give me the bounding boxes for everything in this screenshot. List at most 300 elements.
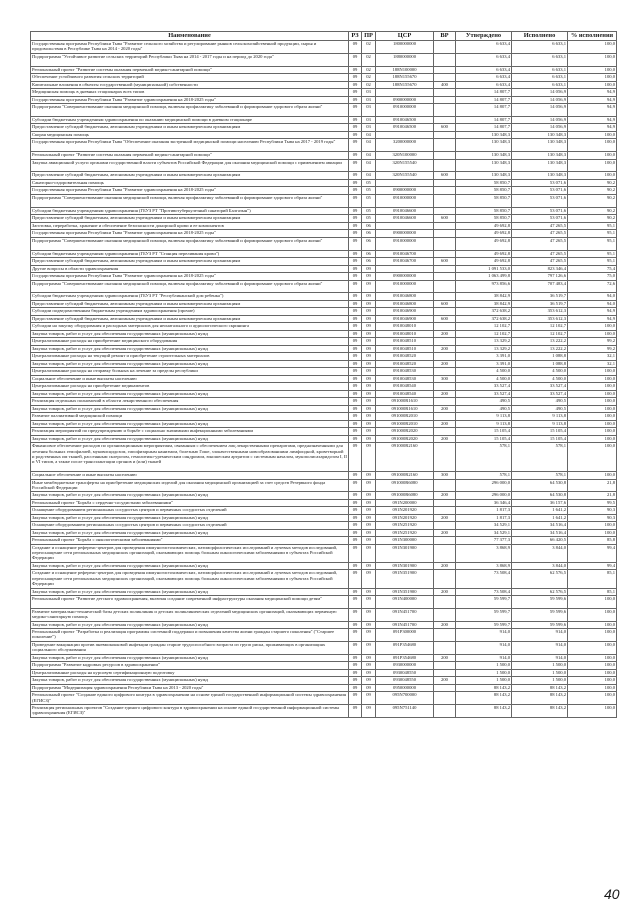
- row-name: Социальное обеспечение и иные выплаты населению: [31, 472, 349, 480]
- row-executed: 62 576,5: [512, 570, 568, 588]
- row-vr: [434, 187, 456, 195]
- table-row: [31, 570, 617, 588]
- row-percent: 94,0: [568, 293, 617, 301]
- row-rz: 09: [349, 428, 362, 436]
- row-executed: 353 612,3: [512, 315, 568, 323]
- row-approved: 49 692,8: [456, 222, 512, 230]
- row-csr: 188N100000: [376, 66, 434, 74]
- row-executed: 130 348,3: [512, 159, 568, 172]
- row-name: Капитальные вложения в объекты государственной (муниципальной) собственности: [31, 81, 349, 89]
- row-vr: [434, 207, 456, 215]
- row-pr: 05: [362, 179, 376, 187]
- table-row: [31, 405, 617, 413]
- row-csr: [376, 222, 434, 230]
- row-csr: 091000R2010: [376, 420, 434, 428]
- table-row: [31, 662, 617, 670]
- row-pr: 09: [362, 300, 376, 308]
- row-executed: 707 483,4: [512, 280, 568, 293]
- row-percent: 100,0: [568, 330, 617, 338]
- row-csr: 091P354680: [376, 654, 434, 662]
- row-percent: 100,0: [568, 74, 617, 82]
- row-vr: 200: [434, 529, 456, 537]
- row-pr: 09: [362, 499, 376, 507]
- row-rz: 09: [349, 570, 362, 588]
- row-approved: 130 348,3: [456, 131, 512, 139]
- row-percent: 100,0: [568, 131, 617, 139]
- table-row: [31, 159, 617, 172]
- row-approved: 12 102,7: [456, 330, 512, 338]
- row-name: Региональный проект "Разработка и реализация программы системной поддержки и повышения качества жизни граждан старшего поколения" ("Старшее поколение"): [31, 629, 349, 642]
- row-executed: 3 844,0: [512, 544, 568, 562]
- table-row: [31, 273, 617, 281]
- row-name: Закупка товаров, работ и услуг для обеспечения государственных (муниципальных) нужд: [31, 405, 349, 413]
- row-name: Создание и оснащение референс-центров для проведения иммуногистохимических, патоморфологических исследований и лучевых методов исследований, переоснащение сети региональных медицинских организаций, оказывающих помощь больным онкологическими заболеваниями в субъектах Российской Федерации: [31, 570, 349, 588]
- row-pr: 09: [362, 588, 376, 596]
- row-executed: 15 105,4: [512, 435, 568, 443]
- row-vr: 200: [434, 330, 456, 338]
- row-csr: 091N200000: [376, 499, 434, 507]
- row-vr: [434, 66, 456, 74]
- row-pr: 09: [362, 428, 376, 436]
- row-executed: 6 633,1: [512, 81, 568, 89]
- row-executed: 1 500,0: [512, 669, 568, 677]
- row-approved: 34 529,1: [456, 522, 512, 530]
- row-csr: 0910046700: [376, 250, 434, 258]
- row-executed: 88 143,2: [512, 684, 568, 692]
- row-rz: 09: [349, 641, 362, 654]
- row-csr: 0910048520: [376, 360, 434, 368]
- row-pr: 06: [362, 237, 376, 250]
- row-approved: 14 807,7: [456, 104, 512, 117]
- row-name: Централизованные расходы на курсовую сертификационную подготовку: [31, 669, 349, 677]
- row-csr: [376, 89, 434, 97]
- row-name: Закупка товаров, работ и услуг для обеспечения государственных (муниципальных) нужд: [31, 588, 349, 596]
- row-csr: 320N100000: [376, 152, 434, 160]
- table-row: [31, 280, 617, 293]
- row-executed: 823 346,4: [512, 265, 568, 273]
- row-name: Субсидии на закупку оборудования и расходных материалов для неонатального и аудиологического скрининга: [31, 323, 349, 331]
- row-rz: 09: [349, 629, 362, 642]
- row-percent: 21,8: [568, 479, 617, 492]
- row-pr: 09: [362, 330, 376, 338]
- row-csr: 0900000000: [376, 96, 434, 104]
- row-executed: 53 071,6: [512, 179, 568, 187]
- row-vr: [434, 428, 456, 436]
- row-name: Скорая медицинская помощь: [31, 131, 349, 139]
- row-pr: 04: [362, 152, 376, 160]
- row-pr: 04: [362, 172, 376, 180]
- row-csr: [376, 265, 434, 273]
- row-pr: 09: [362, 280, 376, 293]
- row-percent: 100,0: [568, 413, 617, 421]
- row-executed: 62 576,5: [512, 588, 568, 596]
- row-vr: [434, 131, 456, 139]
- row-csr: 091N301900: [376, 562, 434, 570]
- row-percent: 99,5: [568, 499, 617, 507]
- row-pr: 09: [362, 570, 376, 588]
- row-percent: 100,0: [568, 172, 617, 180]
- row-pr: 03: [362, 96, 376, 104]
- row-approved: 1 500,0: [456, 677, 512, 685]
- row-executed: 1 500,0: [512, 662, 568, 670]
- row-percent: 90,2: [568, 179, 617, 187]
- row-percent: 100,0: [568, 705, 617, 718]
- row-csr: 091000R2020: [376, 435, 434, 443]
- row-csr: 0910046900: [376, 315, 434, 323]
- row-vr: [434, 159, 456, 172]
- row-executed: 88 143,2: [512, 692, 568, 705]
- row-rz: 09: [349, 562, 362, 570]
- table-row: [31, 507, 617, 515]
- row-csr: 095N751140: [376, 705, 434, 718]
- row-rz: 09: [349, 368, 362, 376]
- row-approved: 59 599,7: [456, 596, 512, 609]
- row-csr: 0910000000: [376, 104, 434, 117]
- row-csr: 091000R1610: [376, 398, 434, 406]
- row-csr: 0910046900: [376, 308, 434, 316]
- row-vr: 600: [434, 315, 456, 323]
- table-row: [31, 621, 617, 629]
- row-percent: 95,1: [568, 237, 617, 250]
- table-row: [31, 705, 617, 718]
- row-name: Финансовое обеспечение расходов по организационным мероприятиям, связанным с обеспечением лиц лекарственными препаратами, предназначенными для лечения больных гемофилией, муковисцидозом, гипофизарным нанизмом, болезнью Гоше, злокачественными новообразованиями лимфоидной, кроветворной и родственных им тканей, рассеянным склерозом, гемолитико-уремическим синдромом, юношеским артритом с системным началом, мукополисахаридозом I, II и VI типов, а также после трансплантации органов и (или) тканей: [31, 443, 349, 472]
- row-name: Подпрограмма "Совершенствование оказания медицинской помощи, включая профилактику заболеваний и формирование здорового образа жизни": [31, 237, 349, 250]
- row-pr: 09: [362, 662, 376, 670]
- row-rz: 09: [349, 375, 362, 383]
- table-row: [31, 230, 617, 238]
- row-percent: 90,2: [568, 194, 617, 207]
- row-vr: 600: [434, 124, 456, 132]
- row-vr: 400: [434, 81, 456, 89]
- table-row: [31, 300, 617, 308]
- row-executed: 14 056,9: [512, 124, 568, 132]
- row-vr: [434, 629, 456, 642]
- row-pr: 06: [362, 230, 376, 238]
- row-approved: 14 807,7: [456, 96, 512, 104]
- row-name: Закупка товаров, работ и услуг для обеспечения государственных (муниципальных) нужд: [31, 492, 349, 500]
- row-name: Государственная программа Республики Тыва "Развитие здравоохранения на 2018-2025 годы": [31, 187, 349, 195]
- table-row: [31, 588, 617, 596]
- row-approved: 9 113,8: [456, 420, 512, 428]
- table-row: [31, 41, 617, 54]
- row-name: Развитие материально-технической базы детских поликлиник и детских поликлинических отделений медицинских организаций, оказывающих первичную медико-санитарную помощь: [31, 608, 349, 621]
- budget-execution-table: [30, 31, 617, 718]
- row-approved: 6 633,4: [456, 41, 512, 54]
- row-name: Закупка товаров, работ и услуг для обеспечения государственных (муниципальных) нужд: [31, 360, 349, 368]
- row-name: Региональный проект "Создание единого цифрового контура в здравоохранении на основе единой государственной информационной системы здравоохранения (ЕГИСЗ)": [31, 692, 349, 705]
- row-csr: 0910046500: [376, 124, 434, 132]
- row-name: Закупка товаров, работ и услуг для обеспечения государственных (муниципальных) нужд: [31, 562, 349, 570]
- row-rz: 09: [349, 360, 362, 368]
- row-executed: 914,0: [512, 641, 568, 654]
- row-name: Закупка товаров, работ и услуг для обеспечения государственных (муниципальных) нужд: [31, 435, 349, 443]
- row-rz: 09: [349, 413, 362, 421]
- row-name: Заготовка, переработка, хранение и обеспечение безопасности донорской крови и ее компонентов: [31, 222, 349, 230]
- row-csr: 091N251920: [376, 522, 434, 530]
- row-name: Подпрограмма "Развитие кадровых ресурсов в здравоохранении": [31, 662, 349, 670]
- row-name: Проведение вакцинации против пневмококковой инфекции граждан старше трудоспособного возраста из групп риска, проживающих в организациях социального обслуживания: [31, 641, 349, 654]
- row-rz: 09: [349, 692, 362, 705]
- row-name: Субсидии бюджетным учреждениям здравоохранения (ГБУЗ РТ "Противотуберкулезный санаторий Балгазын"): [31, 207, 349, 215]
- row-vr: [434, 273, 456, 281]
- row-rz: 09: [349, 194, 362, 207]
- table-row: [31, 514, 617, 522]
- row-vr: [434, 265, 456, 273]
- row-rz: 09: [349, 472, 362, 480]
- table-row: [31, 360, 617, 368]
- row-csr: 0910048510: [376, 338, 434, 346]
- row-name: Медицинская помощь в дневных стационарах всех типов: [31, 89, 349, 97]
- row-csr: 091000R1610: [376, 405, 434, 413]
- row-rz: 09: [349, 124, 362, 132]
- row-vr: [434, 353, 456, 361]
- row-vr: [434, 608, 456, 621]
- header-pr: ПР: [362, 32, 376, 41]
- row-csr: 091P354680: [376, 641, 434, 654]
- row-csr: 0910048530: [376, 375, 434, 383]
- row-rz: 09: [349, 669, 362, 677]
- row-executed: 1 641,2: [512, 507, 568, 515]
- row-csr: 0910048520: [376, 353, 434, 361]
- row-rz: 09: [349, 81, 362, 89]
- row-pr: 09: [362, 537, 376, 545]
- row-name: Государственная программа Республики Тыва "Развитие здравоохранения на 2018-2025 годы": [31, 96, 349, 104]
- row-rz: 09: [349, 273, 362, 281]
- row-rz: 09: [349, 544, 362, 562]
- row-pr: 06: [362, 258, 376, 266]
- row-executed: 12 102,7: [512, 323, 568, 331]
- table-row: [31, 104, 617, 117]
- row-percent: 100,0: [568, 383, 617, 391]
- row-name: Реализация мероприятий по предупреждению и борьбе с социально значимыми инфекционными заболеваниями: [31, 428, 349, 436]
- row-csr: 091N201920: [376, 507, 434, 515]
- row-percent: 100,0: [568, 159, 617, 172]
- row-percent: 99,4: [568, 562, 617, 570]
- row-pr: 09: [362, 692, 376, 705]
- row-approved: 3 868,9: [456, 562, 512, 570]
- table-row: [31, 139, 617, 152]
- row-vr: [434, 684, 456, 692]
- row-executed: 797 126,6: [512, 273, 568, 281]
- row-csr: 091P300000: [376, 629, 434, 642]
- row-approved: 1 091 533,0: [456, 265, 512, 273]
- row-pr: 09: [362, 338, 376, 346]
- row-executed: 1 500,0: [512, 677, 568, 685]
- table-row: [31, 89, 617, 97]
- row-executed: 47 265,5: [512, 237, 568, 250]
- row-percent: 100,0: [568, 472, 617, 480]
- row-rz: 09: [349, 104, 362, 117]
- row-executed: 3 844,0: [512, 562, 568, 570]
- row-rz: 09: [349, 588, 362, 596]
- row-percent: 94,9: [568, 315, 617, 323]
- row-percent: 94,9: [568, 96, 617, 104]
- row-vr: [434, 293, 456, 301]
- row-rz: 09: [349, 215, 362, 223]
- row-vr: 200: [434, 345, 456, 353]
- row-approved: 49 692,8: [456, 237, 512, 250]
- row-rz: 09: [349, 677, 362, 685]
- row-name: Субсидии подведомственным бюджетным учреждениям здравоохранения (прочие): [31, 308, 349, 316]
- row-executed: 490,5: [512, 405, 568, 413]
- row-percent: 94,9: [568, 124, 617, 132]
- row-executed: 4 500,0: [512, 375, 568, 383]
- row-approved: 4 500,0: [456, 375, 512, 383]
- row-approved: 12 102,7: [456, 323, 512, 331]
- row-rz: 09: [349, 529, 362, 537]
- row-pr: 09: [362, 677, 376, 685]
- table-row: [31, 131, 617, 139]
- row-csr: 091N201920: [376, 514, 434, 522]
- row-approved: 15 105,4: [456, 435, 512, 443]
- row-rz: 09: [349, 179, 362, 187]
- table-row: [31, 308, 617, 316]
- row-vr: [434, 308, 456, 316]
- row-rz: 09: [349, 131, 362, 139]
- row-vr: [434, 116, 456, 124]
- row-rz: 09: [349, 514, 362, 522]
- row-executed: 64 530,8: [512, 479, 568, 492]
- table-row: [31, 383, 617, 391]
- row-approved: 130 348,3: [456, 152, 512, 160]
- row-executed: 14 056,9: [512, 116, 568, 124]
- table-row: [31, 443, 617, 472]
- row-approved: 33 527,4: [456, 390, 512, 398]
- budget-table-sheet: [30, 31, 616, 718]
- row-approved: 1 063 499,8: [456, 273, 512, 281]
- row-csr: 0910000000: [376, 237, 434, 250]
- row-approved: 372 638,2: [456, 308, 512, 316]
- row-approved: 1 817,3: [456, 507, 512, 515]
- row-vr: 200: [434, 621, 456, 629]
- row-name: Региональный проект "Борьба с онкологическими заболеваниями": [31, 537, 349, 545]
- table-row: [31, 353, 617, 361]
- row-name: Подпрограмма "Устойчивое развитие сельских территорий Республики Тыва на 2014 - 2017 годы и на период до 2020 года": [31, 53, 349, 66]
- table-row: [31, 375, 617, 383]
- row-vr: 600: [434, 300, 456, 308]
- row-pr: 03: [362, 116, 376, 124]
- table-row: [31, 187, 617, 195]
- row-approved: 6 633,4: [456, 74, 512, 82]
- table-row: [31, 472, 617, 480]
- row-percent: 95,1: [568, 258, 617, 266]
- row-percent: 94,0: [568, 300, 617, 308]
- row-name: Субсидии бюджетным учреждениям здравоохранения (ГБУЗ РТ "Станция переливания крови"): [31, 250, 349, 258]
- row-approved: 578,1: [456, 443, 512, 472]
- row-name: Субсидии бюджетным учреждениям здравоохранения (ГБУЗ РТ "Республиканский дом ребенка"): [31, 293, 349, 301]
- row-percent: 100,0: [568, 621, 617, 629]
- row-pr: 06: [362, 250, 376, 258]
- row-vr: [434, 104, 456, 117]
- row-percent: 100,0: [568, 677, 617, 685]
- row-vr: 200: [434, 390, 456, 398]
- row-approved: 58 850,7: [456, 215, 512, 223]
- row-vr: 300: [434, 375, 456, 383]
- row-percent: 100,0: [568, 323, 617, 331]
- row-pr: 09: [362, 323, 376, 331]
- row-csr: 0910048530: [376, 368, 434, 376]
- row-executed: 130 348,3: [512, 172, 568, 180]
- table-row: [31, 172, 617, 180]
- row-rz: 09: [349, 435, 362, 443]
- row-approved: 372 638,2: [456, 315, 512, 323]
- row-executed: 9 113,8: [512, 420, 568, 428]
- row-percent: 99,2: [568, 338, 617, 346]
- row-percent: 100,0: [568, 684, 617, 692]
- row-pr: 09: [362, 562, 376, 570]
- row-percent: 95,1: [568, 222, 617, 230]
- row-rz: 09: [349, 353, 362, 361]
- row-rz: 09: [349, 230, 362, 238]
- row-percent: 100,0: [568, 139, 617, 152]
- row-executed: 14 056,9: [512, 96, 568, 104]
- table-row: [31, 669, 617, 677]
- row-name: Региональный проект "Развитие системы оказания первичной медико-санитарной помощи": [31, 66, 349, 74]
- row-name: Иные межбюджетные трансферты на приобретение медицинских изделий для оказания медицинской организацией за счет средств Резервного фонда Российской Федерации: [31, 479, 349, 492]
- row-pr: 09: [362, 684, 376, 692]
- row-percent: 100,0: [568, 529, 617, 537]
- table-row: [31, 81, 617, 89]
- row-csr: 0930048550: [376, 677, 434, 685]
- row-rz: 09: [349, 172, 362, 180]
- row-name: Другие вопросы в области здравоохранения: [31, 265, 349, 273]
- row-pr: 09: [362, 596, 376, 609]
- row-percent: 75,4: [568, 265, 617, 273]
- row-percent: 75,0: [568, 273, 617, 281]
- row-executed: 13 222,2: [512, 345, 568, 353]
- table-row: [31, 74, 617, 82]
- row-percent: 90,3: [568, 507, 617, 515]
- row-executed: 1 641,2: [512, 514, 568, 522]
- row-name: Централизованные расходы на приобретение медицинского оборудования: [31, 338, 349, 346]
- row-name: Закупка авиационной услуги органами государственной власти субъектов Российской Федерации для оказания медицинской помощи с применением авиации: [31, 159, 349, 172]
- row-rz: 09: [349, 705, 362, 718]
- row-percent: 100,0: [568, 66, 617, 74]
- table-row: [31, 207, 617, 215]
- row-approved: 3 868,9: [456, 544, 512, 562]
- row-vr: [434, 383, 456, 391]
- row-vr: [434, 89, 456, 97]
- row-name: Закупка товаров, работ и услуг для обеспечения государственных (муниципальных) нужд: [31, 345, 349, 353]
- row-executed: 1 088,8: [512, 360, 568, 368]
- row-vr: [434, 398, 456, 406]
- row-name: Государственная программа Республики Тыва "Развитие здравоохранения на 2018-2025 годы": [31, 273, 349, 281]
- row-pr: 09: [362, 514, 376, 522]
- row-rz: 09: [349, 479, 362, 492]
- table-row: [31, 124, 617, 132]
- row-pr: 09: [362, 398, 376, 406]
- row-pr: 06: [362, 222, 376, 230]
- row-percent: 90,2: [568, 187, 617, 195]
- row-percent: 94,9: [568, 89, 617, 97]
- table-row: [31, 677, 617, 685]
- row-approved: 3 391,0: [456, 360, 512, 368]
- row-name: Предоставление субсидий бюджетным, автономным учреждениям и иным некоммерческим организациям: [31, 215, 349, 223]
- row-name: Региональный проект "Борьба с сердечно-сосудистыми заболеваниями": [31, 499, 349, 507]
- row-executed: 15 105,4: [512, 428, 568, 436]
- row-approved: 34 529,1: [456, 529, 512, 537]
- row-percent: 100,0: [568, 629, 617, 642]
- row-name: Субсидии бюджетным учреждениям здравоохранения по оказанию медицинской помощи в дневном стационаре: [31, 116, 349, 124]
- table-row: [31, 562, 617, 570]
- row-executed: 47 265,5: [512, 230, 568, 238]
- row-rz: 09: [349, 390, 362, 398]
- row-percent: 100,0: [568, 368, 617, 376]
- row-name: Предоставление субсидий бюджетным, автономным учреждениям и иным некоммерческим организациям: [31, 300, 349, 308]
- row-percent: 100,0: [568, 641, 617, 654]
- row-executed: 88 143,2: [512, 705, 568, 718]
- row-name: Обеспечение устойчивого развития сельских территорий: [31, 74, 349, 82]
